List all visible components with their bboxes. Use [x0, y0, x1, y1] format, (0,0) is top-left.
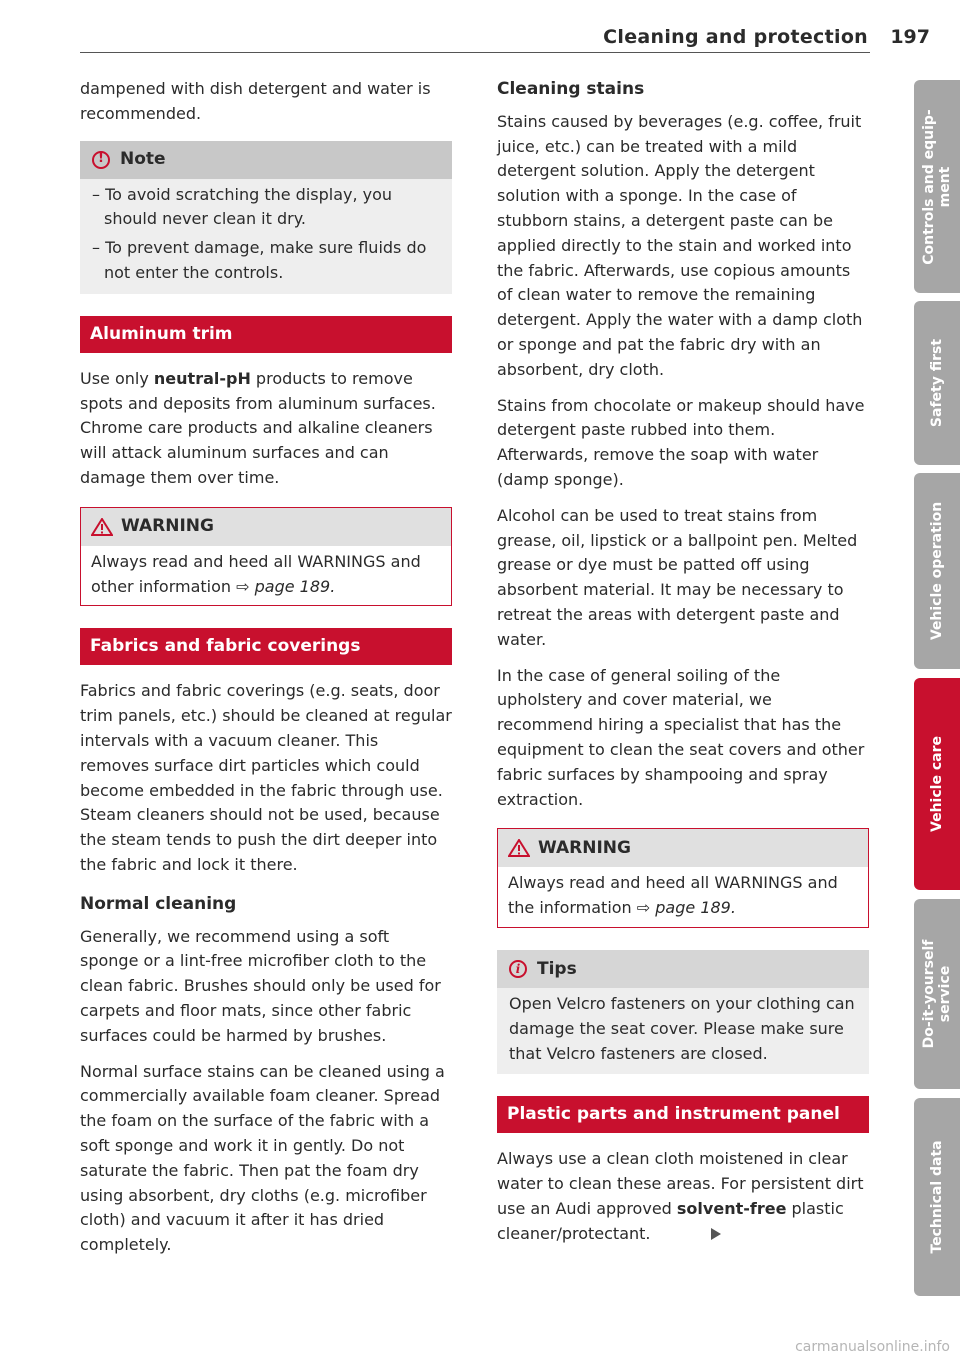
- tab-label: Do-it-yourself service: [921, 939, 953, 1049]
- info-icon: i: [509, 960, 527, 978]
- page-header: [80, 22, 930, 52]
- tab-controls-and-equipment[interactable]: [914, 80, 960, 293]
- tab-label: Vehicle care: [929, 736, 945, 832]
- tab-vehicle-operation[interactable]: [914, 473, 960, 669]
- warning-triangle-icon: [508, 839, 530, 857]
- note-item: – To prevent damage, make sure fluids do not enter the controls.: [92, 238, 427, 282]
- left-column: [80, 77, 452, 1269]
- page-number: 197: [890, 26, 930, 48]
- warning-text: Always read and heed all WARNINGS and the information ⇨ page 189.: [508, 873, 838, 918]
- warning-box: [497, 828, 869, 928]
- tips-text: Open Velcro fasteners on your clothing can damage the seat cover. Please make sure that Velcro fasteners are closed.: [509, 993, 855, 1063]
- warning-triangle-icon: [91, 518, 113, 536]
- warning-header: [498, 829, 868, 867]
- tab-label: Vehicle operation: [929, 501, 945, 641]
- stains-text-4: In the case of general soiling of the upholstery and cover material, we recommend hiring a specialist that has the equipment to clean the seat covers and other fabric surfaces by shampooing and spray extraction.: [497, 665, 865, 809]
- stains-text-2: Stains from chocolate or makeup should have detergent paste rubbed into them. Afterwards, remove the soap with water (damp sponge).: [497, 395, 865, 489]
- right-column: [497, 77, 869, 1257]
- section-heading-fabrics: Fabrics and fabric coverings: [80, 628, 452, 665]
- tips-title: Tips: [537, 958, 577, 979]
- tab-label: Technical data: [929, 1140, 945, 1254]
- note-box: [80, 141, 452, 294]
- note-title: Note: [120, 149, 166, 170]
- warning-box: [80, 507, 452, 607]
- subheading-cleaning-stains: Cleaning stains: [497, 79, 645, 99]
- stains-text-3: Alcohol can be used to treat stains from grease, oil, lipstick or a ballpoint pen. Melted grease or dye must be patted off using absorbent material. It may be necessary to retreat the areas with detergent paste and water.: [497, 505, 858, 649]
- tips-box: [497, 950, 869, 1074]
- note-exclamation-icon: !: [92, 151, 110, 169]
- warning-title: WARNING: [538, 837, 631, 858]
- page-reference-link[interactable]: ⇨ page 189.: [236, 576, 336, 596]
- watermark: carmanualsonline.info: [795, 1339, 950, 1355]
- stains-text-1: Stains caused by beverages (e.g. coffee, fruit juice, etc.) can be treated with a mild detergent solution. Apply the detergent solution with a sponge. In the case of stubborn stains, a detergent paste can be applied directly to the stain and worked into the fabric. Afterwards, use copious amounts of clean water to remove the remaining detergent. Apply the water with a damp cloth or sponge and pat the fabric dry with an absorbent, dry cloth.: [497, 111, 863, 379]
- tab-vehicle-care[interactable]: [914, 678, 960, 890]
- header-title: Cleaning and protection: [603, 26, 868, 48]
- note-item: – To avoid scratching the display, you should never clean it dry.: [92, 184, 393, 229]
- fabrics-text: Fabrics and fabric coverings (e.g. seats, door trim panels, etc.) should be cleaned at regular intervals with a vacuum cleaner. This removes surface dirt particles which could become embedded in the fabric through use. Steam cleaners should not be used, because the steam tends to push the dirt deeper into the fabric and lock it there.: [80, 681, 452, 874]
- section-heading-plastic: Plastic parts and instrument panel: [497, 1096, 869, 1133]
- warning-header: [81, 508, 451, 546]
- continue-arrow-icon: [711, 1228, 721, 1240]
- warning-text: Always read and heed all WARNINGS and other information ⇨ page 189.: [91, 551, 421, 596]
- intro-text: dampened with dish detergent and water is recommended.: [80, 79, 431, 123]
- tab-technical-data[interactable]: [914, 1098, 960, 1296]
- tab-safety-first[interactable]: [914, 301, 960, 465]
- note-header: [80, 141, 452, 179]
- warning-title: WARNING: [121, 516, 214, 537]
- subheading-normal-cleaning: Normal cleaning: [80, 893, 237, 914]
- section-heading-aluminum: Aluminum trim: [80, 316, 452, 353]
- aluminum-text: Use only neutral-pH products to remove spots and deposits from aluminum surfaces. Chrome care products and alkaline cleaners will attack aluminum surfaces and can damage them over time.: [80, 368, 436, 487]
- tab-do-it-yourself-service[interactable]: [914, 899, 960, 1089]
- normal-cleaning-text-1: Generally, we recommend using a soft sponge or a lint-free microfiber cloth to the clean fabric. Brushes should only be used for carpets and floor mats, since other fabric surfaces could be harmed by brushes.: [80, 926, 441, 1045]
- normal-cleaning-text-2: Normal surface stains can be cleaned using a commercially available foam cleaner. Spread the foam on the surface of the fabric with a soft sponge and work it in gently. Do not saturate the fabric. Then pat the foam dry using absorbent, dry cloths (e.g. microfiber cloth) and vacuum it after it has dried completely.: [80, 1061, 445, 1255]
- page-reference-link[interactable]: ⇨ page 189.: [636, 898, 736, 918]
- plastic-text: Always use a clean cloth moistened in clear water to clean these areas. For persistent dirt use an Audi approved solvent-free plastic cleaner/protectant.: [497, 1149, 864, 1243]
- tab-label: Controls and equip- ment: [921, 108, 953, 265]
- tab-label: Safety first: [929, 338, 945, 428]
- tips-header: [497, 950, 869, 988]
- header-rule: [80, 52, 870, 53]
